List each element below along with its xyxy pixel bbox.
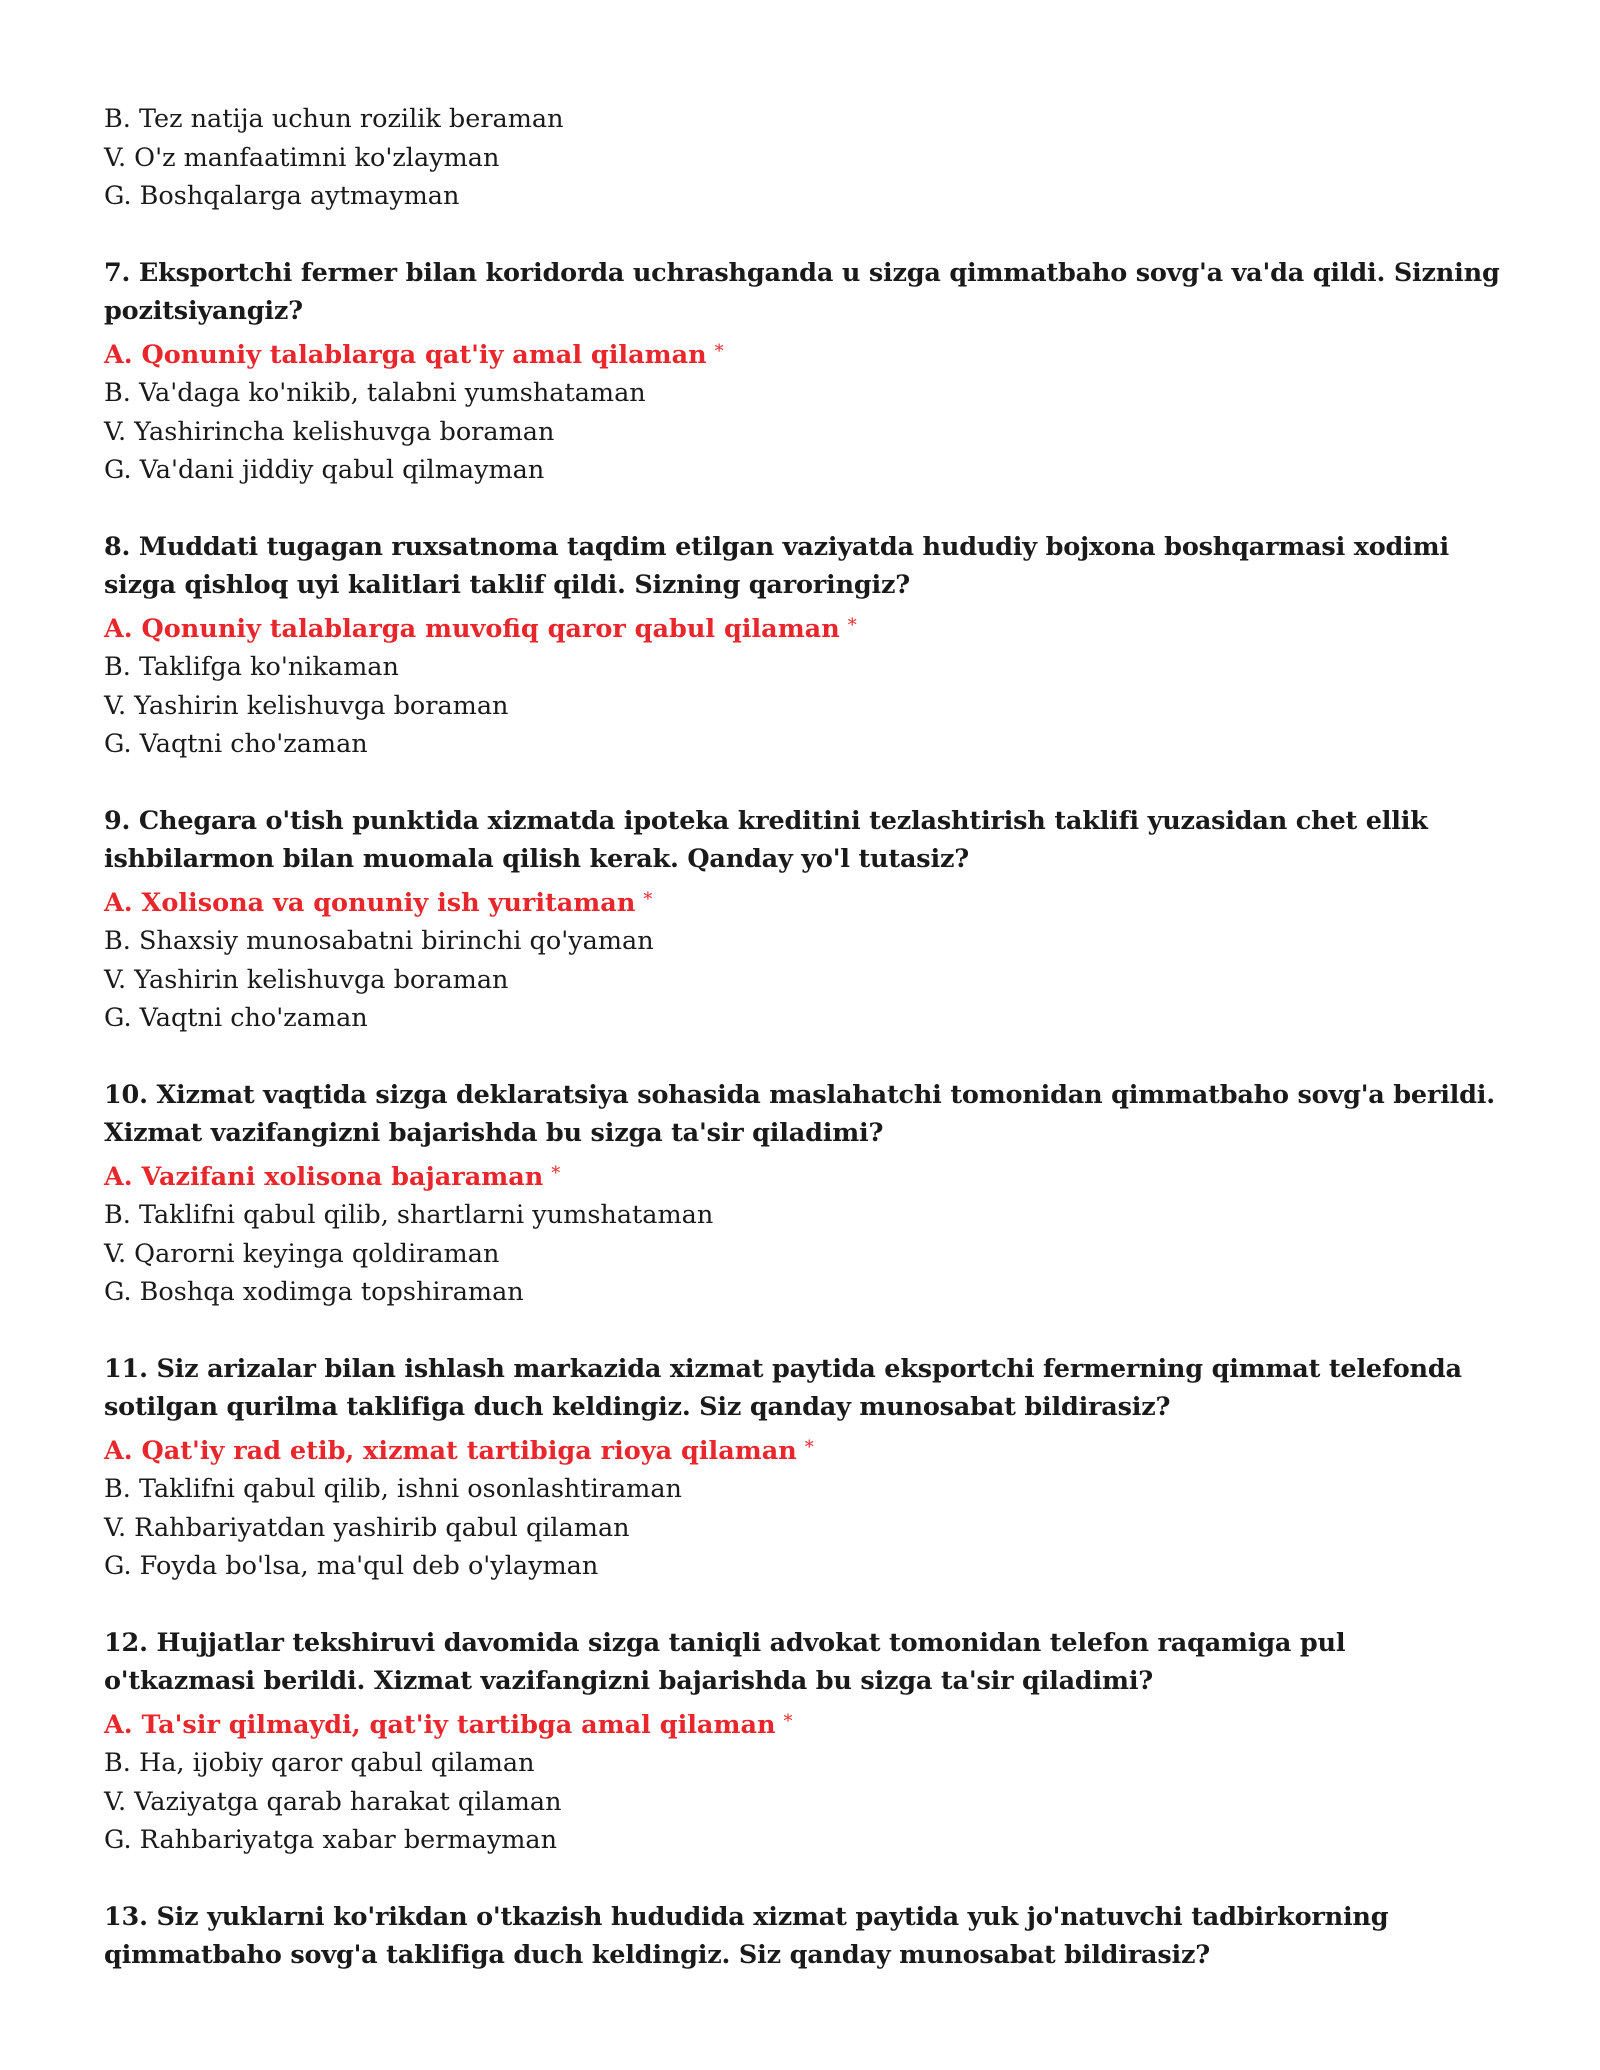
answer-option: B. Taklifga ko'nikaman xyxy=(104,652,399,682)
question-text: 11. Siz arizalar bilan ishlash markazida xizmat paytida eksportchi fermerning qimmat telefonda sotilgan qurilma taklifiga duch keldingiz. Siz qanday munosabat bildirasiz? xyxy=(104,1353,1462,1422)
answer-option: B. Taklifni qabul qilib, ishni osonlashtiraman xyxy=(104,1474,682,1504)
question-text: 13. Siz yuklarni ko'rikdan o'tkazish hududida xizmat paytida yuk jo'natuvchi tadbirkorning qimmatbaho sovg'a taklifiga duch keldingiz. Siz qanday munosabat bildirasiz? xyxy=(104,1901,1389,1970)
correct-answer xyxy=(104,1429,1504,1471)
correct-marker: * xyxy=(714,340,724,362)
question-text: 7. Eksportchi fermer bilan koridorda uchrashganda u sizga qimmatbaho sovg'a va'da qildi. Sizning pozitsiyangiz? xyxy=(104,257,1500,326)
answer-option: G. Rahbariyatga xabar bermayman xyxy=(104,1825,558,1855)
answer-option: V. Yashirin kelishuvga boraman xyxy=(104,690,509,721)
question-block-11 xyxy=(104,1350,1504,1586)
answer-option: G. Va'dani jiddiy qabul qilmayman xyxy=(104,455,545,485)
correct-marker: * xyxy=(783,1710,793,1732)
correct-marker: * xyxy=(551,1162,561,1184)
answer-option: B. Shaxsiy munosabatni birinchi qo'yaman xyxy=(104,926,654,956)
answer-option: G. Vaqtni cho'zaman xyxy=(104,1003,368,1033)
question-block-7 xyxy=(104,254,1504,490)
answer-option: V. Qarorni keyinga qoldiraman xyxy=(104,1238,500,1269)
answer-option: V. O'z manfaatimni ko'zlayman xyxy=(104,142,500,173)
correct-answer-text: A. Qat'iy rad etib, xizmat tartibiga rioya qilaman xyxy=(104,1435,797,1466)
answer-option: V. Yashirincha kelishuvga boraman xyxy=(104,416,555,447)
correct-answer-text: A. Vazifani xolisona bajaraman xyxy=(104,1161,544,1192)
question-text: 12. Hujjatlar tekshiruvi davomida sizga taniqli advokat tomonidan telefon raqamiga pul o'tkazmasi berildi. Xizmat vazifangizni bajarishda bu sizga ta'sir qiladimi? xyxy=(104,1627,1346,1696)
answer-option: G. Boshqa xodimga topshiraman xyxy=(104,1277,524,1307)
correct-answer-text: A. Qonuniy talablarga muvofiq qaror qabul qilaman xyxy=(104,613,840,644)
question-block-9 xyxy=(104,802,1504,1038)
answer-option: G. Boshqalarga aytmayman xyxy=(104,181,460,211)
correct-marker: * xyxy=(804,1436,814,1458)
correct-answer xyxy=(104,881,1504,923)
correct-answer-text: A. Ta'sir qilmaydi, qat'iy tartibga amal qilaman xyxy=(104,1709,776,1740)
correct-answer xyxy=(104,607,1504,649)
question-block-12 xyxy=(104,1624,1504,1860)
answer-option: V. Yashirin kelishuvga boraman xyxy=(104,964,509,995)
answer-option: B. Taklifni qabul qilib, shartlarni yumshataman xyxy=(104,1200,714,1230)
question-text: 9. Chegara o'tish punktida xizmatda ipoteka kreditini tezlashtirish taklifi yuzasidan chet ellik ishbilarmon bilan muomala qilish kerak. Qanday yo'l tutasiz? xyxy=(104,805,1428,874)
question-block-13 xyxy=(104,1898,1504,1975)
question-block-10 xyxy=(104,1076,1504,1312)
question-block-8 xyxy=(104,528,1504,764)
answer-option: V. Rahbariyatdan yashirib qabul qilaman xyxy=(104,1512,630,1543)
correct-marker: * xyxy=(643,888,653,910)
correct-answer xyxy=(104,1703,1504,1745)
answer-option: G. Foyda bo'lsa, ma'qul deb o'ylayman xyxy=(104,1551,599,1581)
answer-option: B. Ha, ijobiy qaror qabul qilaman xyxy=(104,1748,535,1778)
correct-answer xyxy=(104,1155,1504,1197)
question-text: 8. Muddati tugagan ruxsatnoma taqdim etilgan vaziyatda hududiy bojxona boshqarmasi xodimi sizga qishloq uyi kalitlari taklif qildi. Sizning qaroringiz? xyxy=(104,531,1449,600)
quiz-document xyxy=(104,100,1504,1977)
question-text: 10. Xizmat vaqtida sizga deklaratsiya sohasida maslahatchi tomonidan qimmatbaho sovg'a berildi. Xizmat vazifangizni bajarishda bu sizga ta'sir qiladimi? xyxy=(104,1079,1495,1148)
answer-option: B. Va'daga ko'nikib, talabni yumshataman xyxy=(104,378,646,408)
answer-option: B. Tez natija uchun rozilik beraman xyxy=(104,104,564,134)
answer-option: G. Vaqtni cho'zaman xyxy=(104,729,368,759)
correct-answer-text: A. Qonuniy talablarga qat'iy amal qilaman xyxy=(104,339,707,370)
correct-marker: * xyxy=(847,614,857,636)
correct-answer-text: A. Xolisona va qonuniy ish yuritaman xyxy=(104,887,636,918)
lead-options xyxy=(104,100,1504,216)
answer-option: V. Vaziyatga qarab harakat qilaman xyxy=(104,1786,562,1817)
correct-answer xyxy=(104,333,1504,375)
